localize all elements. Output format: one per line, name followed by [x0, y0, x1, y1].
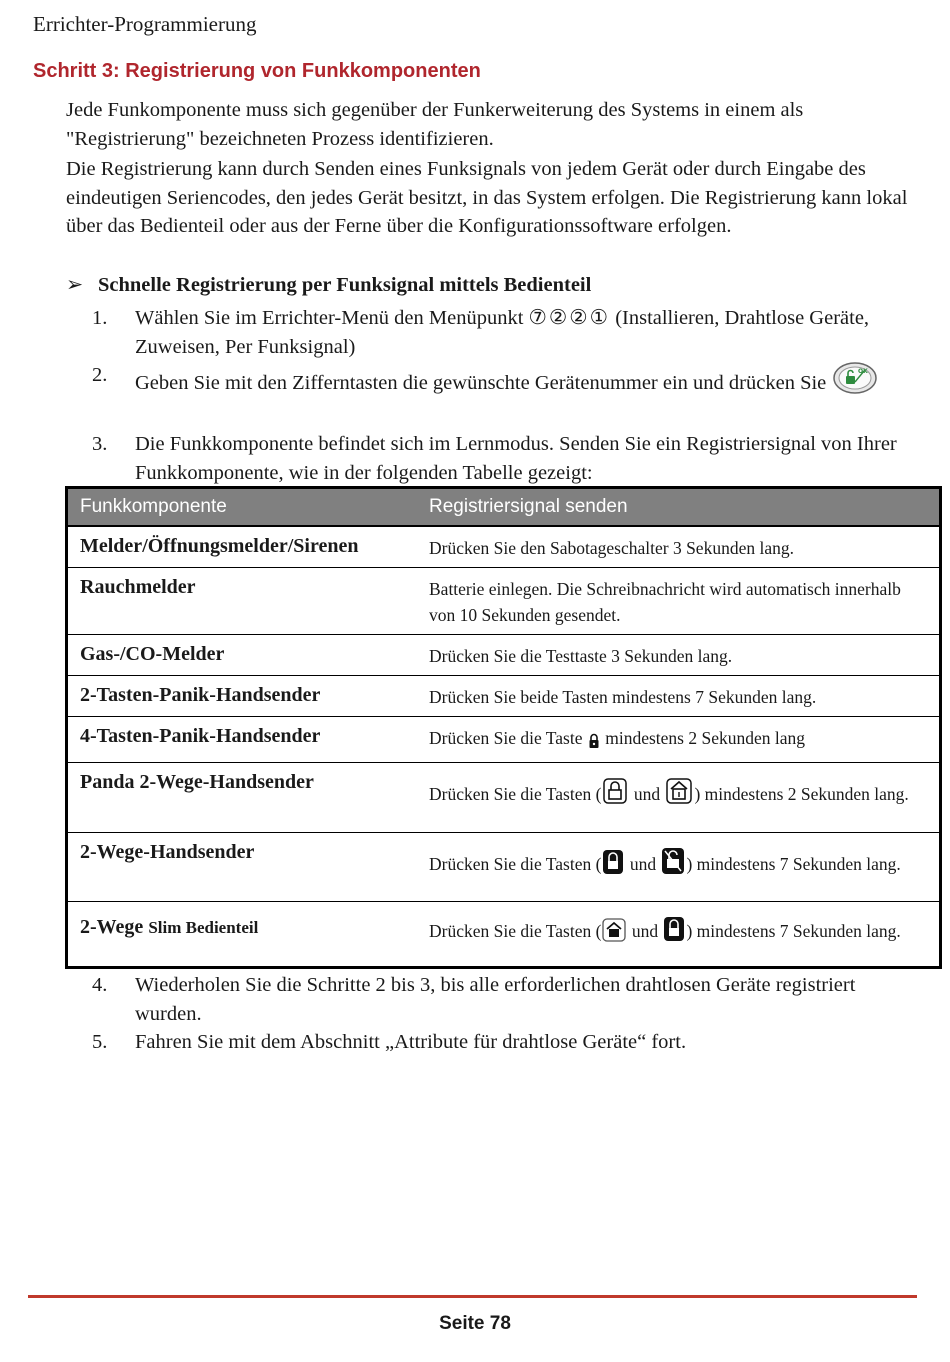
step-number: 2. [92, 364, 108, 386]
action-text: und [633, 784, 661, 804]
device-cell: Rauchmelder [67, 568, 418, 635]
lock-icon [602, 849, 624, 882]
intro-paragraph: Jede Funkomponente muss sich gegenüber der Funkerweiterung des Systems in einem als "Registrierung" bezeichneten Prozess identifizieren. [66, 99, 804, 150]
svg-text:OK: OK [858, 368, 869, 375]
step-number: 1. [92, 307, 108, 329]
step-text: Fahren Sie mit dem Abschnitt „Attribute für drahtlose Geräte“ fort. [135, 1031, 687, 1053]
step-text: Die Funkkomponente befindet sich im Lernmodus. Senden Sie ein Registriersignal von Ihrer Funkkomponente, wie in der folgenden Tabelle gezeigt: [135, 433, 897, 484]
table-row [67, 763, 941, 833]
footer-divider [28, 1295, 917, 1298]
action-text: ) mindestens 7 Sekunden lang. [686, 921, 901, 941]
step-text [135, 361, 922, 404]
step-text [135, 304, 922, 361]
step-1 [92, 304, 922, 361]
device-cell [67, 902, 418, 968]
step-2 [92, 361, 922, 404]
action-cell: Batterie einlegen. Die Schreibnachricht wird automatisch innerhalb von 10 Sekunden gesendet. [417, 568, 941, 635]
device-cell: 2-Wege-Handsender [67, 833, 418, 902]
action-cell [417, 902, 941, 968]
table-header-row [67, 488, 941, 527]
table-row [67, 902, 941, 968]
column-header-signal: Registriersignal senden [417, 488, 941, 527]
table-row [67, 676, 941, 717]
lock-icon [663, 916, 685, 949]
menu-keys: ⑦②②① [528, 307, 611, 329]
step-4 [92, 971, 922, 1028]
page-header: Errichter-Programmierung [33, 12, 257, 36]
device-text: 2-Wege [80, 916, 144, 938]
table-row [67, 568, 941, 635]
action-cell: Drücken Sie den Sabotageschalter 3 Sekunden lang. [417, 526, 941, 568]
step-text-after: (Installieren, Drahtlose Geräte, Zuweisen, Per Funksignal) [135, 307, 870, 358]
registration-table [65, 486, 942, 969]
table-row [67, 526, 941, 568]
unlock-icon [661, 847, 685, 882]
subheading-text: Schnelle Registrierung per Funksignal mittels Bedienteil [98, 274, 592, 296]
device-cell: Panda 2-Wege-Handsender [67, 763, 418, 833]
ok-key-icon [832, 361, 878, 404]
action-text: Drücken Sie die Taste [429, 728, 583, 748]
step-5 [92, 1028, 922, 1057]
section-title: Schritt 3: Registrierung von Funkkomponenten [33, 60, 481, 82]
step-number: 4. [92, 974, 108, 996]
table-row [67, 635, 941, 676]
device-cell: 4-Tasten-Panik-Handsender [67, 717, 418, 763]
registration-paragraph: Die Registrierung kann durch Senden eines Funksignals von jedem Gerät oder durch Eingabe des eindeutigen Seriencodes, den jedes Gerät besitzt, in das System erfolgen. Die Registrierung kann lokal über das Bedienteil oder aus der Ferne über die Konfigurationssoftware erfolgen. [66, 158, 908, 237]
arrow-bullet-icon: ➢ [66, 274, 84, 296]
home-icon [602, 918, 626, 949]
page-number: Seite 78 [439, 1313, 511, 1334]
device-cell: Gas-/CO-Melder [67, 635, 418, 676]
lock-icon [588, 730, 600, 756]
action-cell: Drücken Sie beide Tasten mindestens 7 Sekunden lang. [417, 676, 941, 717]
step-3 [92, 430, 922, 487]
action-text: Drücken Sie die Tasten ( [429, 921, 602, 941]
action-cell: Drücken Sie die Testtaste 3 Sekunden lang. [417, 635, 941, 676]
lock-outline-icon [602, 777, 628, 812]
action-text: und [629, 854, 657, 874]
table-row [67, 717, 941, 763]
device-cell: 2-Tasten-Panik-Handsender [67, 676, 418, 717]
action-text: mindestens 2 Sekunden lang [605, 728, 805, 748]
step-number: 5. [92, 1031, 108, 1053]
subheading [66, 272, 591, 297]
action-text: ) mindestens 2 Sekunden lang. [694, 784, 909, 804]
table-row [67, 833, 941, 902]
action-text: und [631, 921, 659, 941]
action-cell [417, 763, 941, 833]
home-outline-icon [665, 777, 693, 812]
action-text: Drücken Sie die Tasten ( [429, 854, 602, 874]
action-cell [417, 717, 941, 763]
action-text: Drücken Sie die Tasten ( [429, 784, 602, 804]
step-text-main: Geben Sie mit den Zifferntasten die gewünschte Gerätenummer ein und drücken Sie [135, 372, 827, 394]
action-cell [417, 833, 941, 902]
column-header-device: Funkkomponente [67, 488, 418, 527]
step-text-before: Wählen Sie im Errichter-Menü den Menüpunkt [135, 307, 524, 329]
device-cell: Melder/Öffnungsmelder/Sirenen [67, 526, 418, 568]
device-text: Slim Bedienteil [148, 918, 259, 937]
step-number: 3. [92, 433, 108, 455]
action-text: ) mindestens 7 Sekunden lang. [686, 854, 901, 874]
step-text: Wiederholen Sie die Schritte 2 bis 3, bis alle erforderlichen drahtlosen Geräte registriert wurden. [135, 974, 856, 1025]
